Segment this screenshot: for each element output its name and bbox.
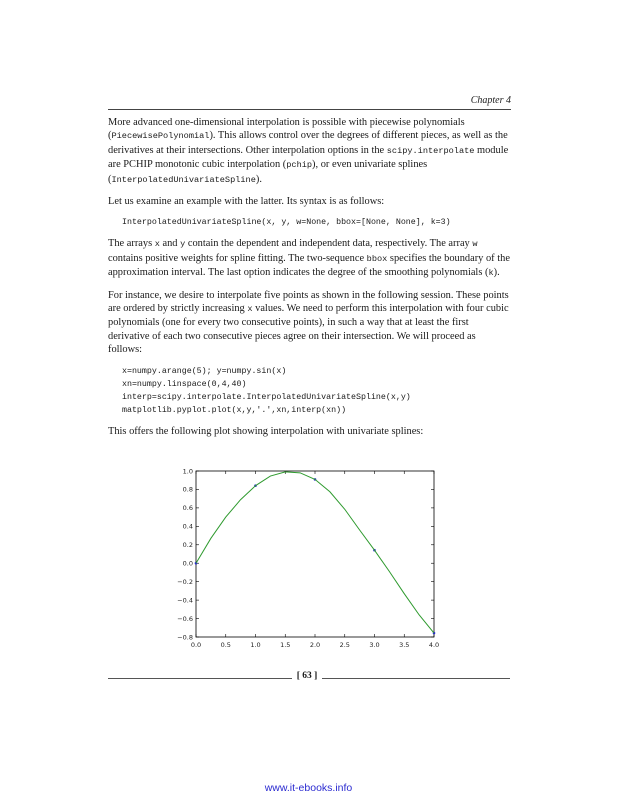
code-line: matplotlib.pyplot.plot(x,y,'.',xn,interp(xn)): [122, 405, 347, 415]
plot-frame: [196, 471, 434, 637]
y-tick-label: −0.6: [177, 614, 193, 623]
inline-code: w: [472, 239, 478, 250]
y-tick-label: 0.4: [182, 522, 193, 531]
text: ), or even univariate splines (: [108, 159, 428, 185]
code-block-syntax: InterpolatedUnivariateSpline(x, y, w=None, bbox=[None, None], k=3): [122, 218, 451, 228]
page-number: [ 63 ]: [296, 671, 318, 681]
inline-code: scipy.interpolate: [386, 145, 475, 156]
paragraph-1: [108, 116, 512, 187]
y-tick-label: −0.2: [177, 577, 193, 586]
spline-plot: [170, 468, 442, 652]
paragraph-4: [108, 289, 512, 357]
code-line: xn=numpy.linspace(0,4,40): [122, 379, 247, 389]
inline-code: x: [154, 239, 160, 250]
page-body: [108, 116, 512, 446]
paragraph-3: [108, 237, 512, 280]
inline-code: x: [247, 304, 253, 315]
text: The arrays: [108, 238, 155, 250]
x-tick-label: 0.0: [190, 641, 202, 649]
text: ). This allows control over the degrees of different pieces, as well as the derivatives at their intersections. Other interpolation options in the: [108, 130, 508, 156]
y-tick-label: 0.6: [182, 504, 193, 513]
inline-code: PiecewisePolynomial: [111, 131, 210, 142]
text: contains positive weights for spline fitting. The two-sequence: [108, 252, 367, 264]
inline-code: k: [488, 268, 494, 279]
footer-rule-right: [322, 678, 510, 679]
paragraph-5: This offers the following plot showing interpolation with univariate splines:: [108, 425, 424, 437]
inline-code: y: [180, 239, 186, 250]
y-tick-label: 0.8: [182, 485, 193, 494]
header-rule: [108, 109, 511, 110]
text: specifies the boundary of the approximation interval. The last option indicates the degree of the smoothing polynomials (: [108, 252, 510, 279]
text: values. We need to perform this interpolation with four cubic polynomials (one for every two consecutive points), in such a way that at least the first derivative of each two consecutive pieces agree on their intersection. We will proceed as follows:: [108, 303, 509, 356]
code-block-session: [122, 365, 512, 417]
x-tick-label: 3.0: [369, 641, 380, 649]
y-tick-label: 0.2: [182, 541, 193, 550]
inline-code: pchip: [286, 160, 313, 171]
code-line: x=numpy.arange(5); y=numpy.sin(x): [122, 366, 287, 376]
y-tick-label: 0.0: [182, 559, 193, 568]
x-tick-label: 2.0: [309, 641, 321, 649]
x-tick-label: 1.0: [250, 641, 261, 649]
x-tick-label: 4.0: [428, 641, 440, 649]
x-tick-label: 3.5: [399, 641, 410, 649]
text: and: [159, 238, 181, 250]
code-line: interp=scipy.interpolate.InterpolatedUnivariateSpline(x,y): [122, 392, 411, 402]
text: ).: [255, 173, 262, 185]
footer-link[interactable]: www.it-ebooks.info: [264, 782, 353, 794]
inline-code: bbox: [366, 253, 388, 264]
y-tick-label: −0.8: [177, 633, 193, 642]
text: More advanced one-dimensional interpolation is possible with piecewise polynomials (: [108, 117, 465, 142]
spline-plot-figure: [170, 468, 442, 657]
x-tick-label: 2.5: [339, 641, 350, 649]
x-tick-label: 0.5: [220, 641, 231, 649]
y-tick-label: −0.4: [177, 596, 193, 605]
text: contain the dependent and independent data, respectively. The array: [185, 238, 473, 250]
y-tick-label: 1.0: [182, 468, 193, 476]
text: For instance, we desire to interpolate five points as shown in the following session. These points are ordered by strictly increasing: [108, 289, 509, 315]
text: module are PCHIP monotonic cubic interpolation (: [108, 144, 509, 171]
paragraph-2: Let us examine an example with the latter. Its syntax is as follows:: [108, 196, 385, 208]
footer-rule-left: [108, 678, 292, 679]
inline-code: InterpolatedUnivariateSpline: [111, 174, 256, 185]
chapter-header: Chapter 4: [470, 95, 511, 106]
text: ).: [493, 267, 500, 279]
x-tick-label: 1.5: [280, 641, 291, 649]
